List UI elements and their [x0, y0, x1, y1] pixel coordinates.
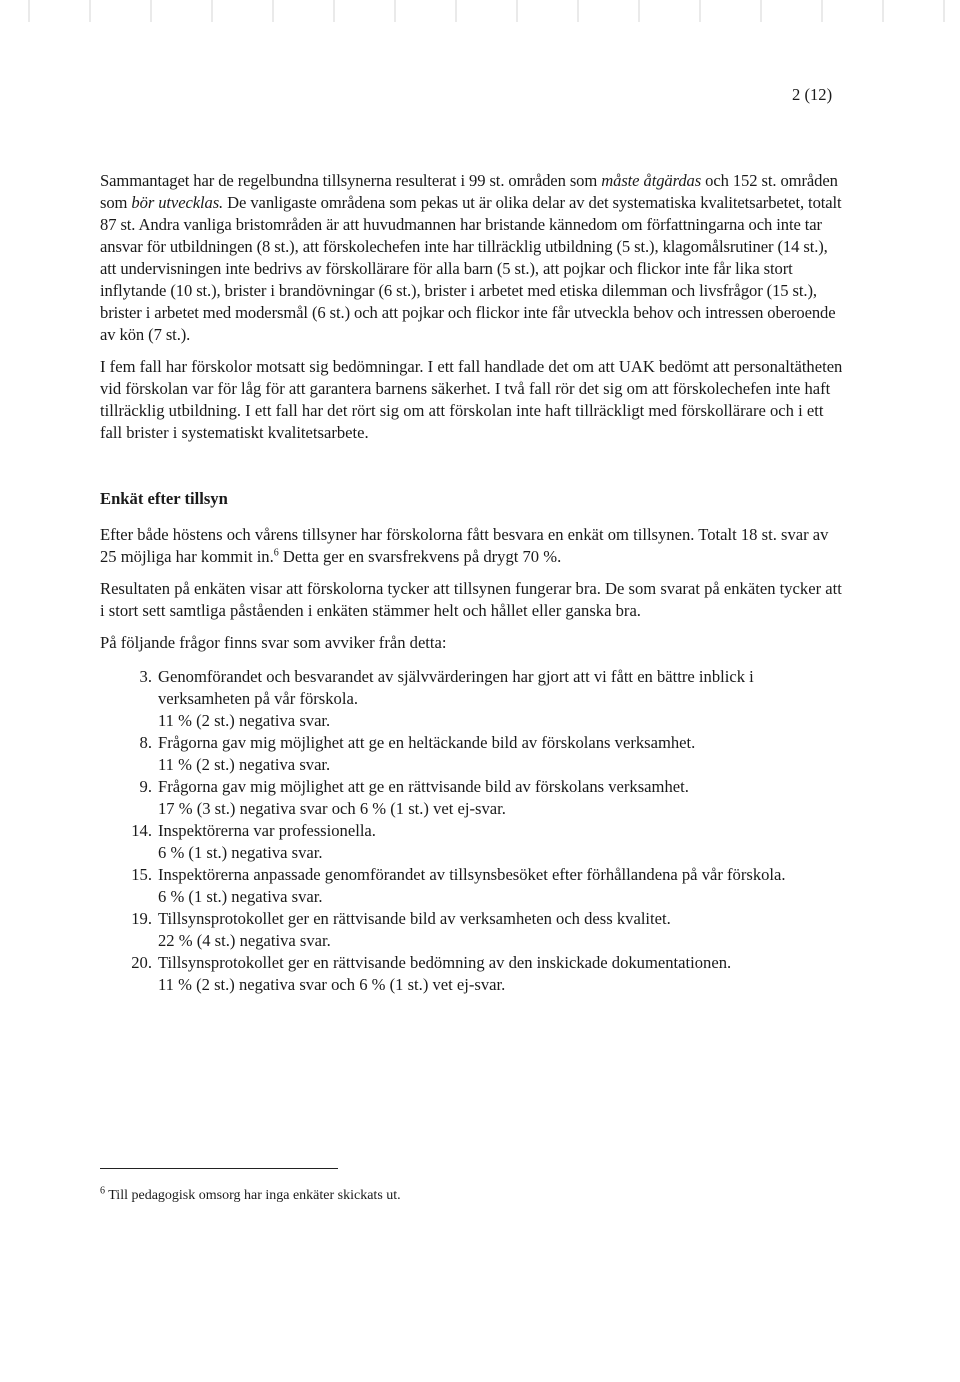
footnote-divider: [100, 1168, 338, 1169]
paragraph-summary: Sammantaget har de regelbundna tillsynerna resulterat i 99 st. områden som måste åtgärdas och 152 st. områden som bör utvecklas. De vanligaste områdena som pekas ut är olika delar av det systematiska kvalitetsarbetet, totalt 87 st. Andra vanliga bristområden är att huvudmannen har bristande kännedom om författningarna och inte tar ansvar för utbildningen (8 st.), att förskolechefen inte har tillräcklig utbildning (5 st.), klagomålsrutiner (14 st.), att undervisningen inte bedrivs av förskollärare för alla barn (5 st.), att pojkar och flickor inte får lika stort inflytande (10 st.), brister i brandövningar (6 st.), brister i arbetet med etiska dilemman och livsfrågor (15 st.), brister i arbetet med modersmål (6 st.) och att pojkar och flickor inte får utveckla behov och intressen oberoende av kön (7 st.).: [100, 171, 842, 344]
list-item: 8. Frågorna gav mig möjlighet att ge en heltäckande bild av förskolans verksamhet. 11 % (2 st.) negativa svar.: [139, 733, 696, 774]
paragraph-survey-intro: Efter både höstens och vårens tillsyner har förskolorna fått besvara en enkät om tillsynen. Totalt 18 st. svar av 25 möjliga har kommit in.$^6$ Detta ger en svarsfrekvens på drygt 70 %.: [100, 525, 829, 566]
scan-artifact-strip: [0, 0, 960, 22]
list-item: 9. Frågorna gav mig möjlighet att ge en rättvisande bild av förskolans verksamhet. 17 % (3 st.) negativa svar och 6 % (1 st.) vet ej-svar.: [139, 777, 689, 818]
page-number: 2 (12): [792, 85, 833, 104]
paragraph-objections: I fem fall har förskolor motsatt sig bedömningar. I ett fall handlade det om att UAK bedömt att personaltätheten vid förskolan var för låg för att garantera barnens säkerhet. I två fall rör det sig om att förskolechefen inte haft tillräcklig utbildning. I ett fall har det rört sig om att förskolan inte haft tillräckligt med förskollärare och i ett fall brister i systematiskt kvalitetsarbete.: [100, 357, 843, 442]
list-item: 14. Inspektörerna var professionella. 6 % (1 st.) negativa svar.: [131, 821, 376, 862]
list-item: 15. Inspektörerna anpassade genomförandet av tillsynsbesöket efter förhållandena på vår förskola. 6 % (1 st.) negativa svar.: [131, 865, 786, 906]
section-heading: Enkät efter tillsyn: [100, 489, 228, 508]
list-item: 3. Genomförandet och besvarandet av självvärderingen har gjort att vi fått en bättre inblick i verksamheten på vår förskola. 11 % (2 st.) negativa svar.: [139, 667, 754, 730]
emphasis-should-develop: bör utvecklas.: [131, 193, 224, 212]
emphasis-must-fix: måste åtgärdas: [601, 171, 702, 190]
document-body: [100, 170, 845, 996]
footnote-reference[interactable]: 6: [273, 547, 279, 559]
footnote-number: 6: [100, 1185, 105, 1197]
list-item: 20. Tillsynsprotokollet ger en rättvisande bedömning av den inskickade dokumentationen. 11 % (2 st.) negativa svar och 6 % (1 st.) vet ej-svar.: [131, 953, 732, 994]
paragraph-survey-results: Resultaten på enkäten visar att förskolorna tycker att tillsynen fungerar bra. De som svarat på enkäten tycker att i stort sett samtliga påståenden i enkäten stämmer helt och hållet eller ganska bra.: [100, 579, 842, 620]
footnote: [100, 1185, 401, 1207]
paragraph-deviations-intro: På följande frågor finns svar som avviker från detta:: [100, 633, 447, 652]
footnote-text: Till pedagogisk omsorg har inga enkäter skickats ut.: [105, 1188, 401, 1203]
deviation-list: [100, 666, 845, 996]
list-item: 19. Tillsynsprotokollet ger en rättvisande bild av verksamheten och dess kvalitet. 22 % (4 st.) negativa svar.: [131, 909, 671, 950]
